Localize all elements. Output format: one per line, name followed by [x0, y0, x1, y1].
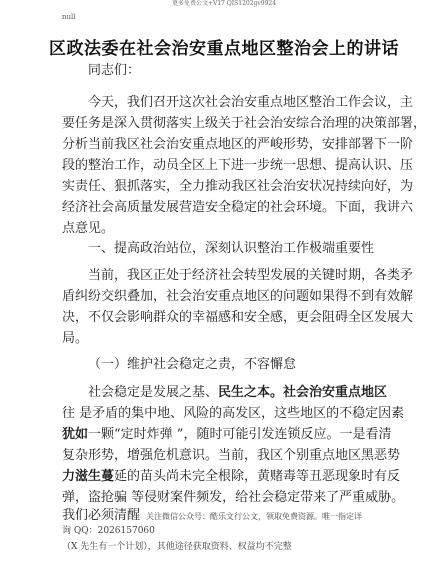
footer-ad-line-3: （X 先生有一个计划），其他途径获取资料、权益均不完整 [62, 542, 292, 552]
p3-line-1 [62, 382, 388, 403]
p3-text: 一颗“定时炸弹 ”，随时可能引发连锁反应。一是看清 [88, 427, 392, 442]
p3-line-4: 复杂形势，增强危机意识。当前，我区个别重点地区黑恶势 [62, 448, 401, 463]
salutation-block [62, 60, 382, 81]
p3-text: 延的苗头尚未完全根除，黄赌毒等丑恶现象时有反 [114, 469, 401, 484]
p2-line: 当前，我区正处于经济社会转型发展的关键时期，各类矛 [88, 268, 414, 283]
footer-ad-line-1: 关注微信公众号：酷乐文行公文，领取免费资源。唯一指定详 [146, 512, 363, 521]
p3-bold-text: 力滋生蔓 [62, 469, 115, 484]
p3-line-3 [62, 424, 392, 445]
footer-ad-line-2: 询 QQ：2026157060 [62, 526, 155, 536]
p1-line: 经济社会高质量发展营造安全稳定的社会环境。下面，我讲六 [62, 200, 414, 215]
section-heading-2: （一）维护社会稳定之责，不容懈怠 [88, 357, 297, 372]
p3-text: 社会稳定是发展之基、 [88, 385, 219, 400]
paragraph-3-tail [62, 508, 402, 524]
p3-line-6: 弹，盗抢骗 等侵财案件频发，给社会稳定带来了严重威胁。 [62, 490, 405, 505]
heading-2-block [62, 354, 382, 375]
p3-bold-text: 犹如 [62, 427, 89, 442]
p3-line-7 [62, 508, 402, 524]
paragraph-2 [62, 265, 414, 349]
section-heading-1: 一、提高政治站位，深刻认识整治工作极端重要性 [88, 241, 375, 256]
p2-line: 盾纠纷交织叠加，社会治安重点地区的问题如果得不到有效解 [62, 289, 414, 304]
p1-line: 要任务是深入贯彻落实上级关于社会治安综合治理的决策部署， [62, 116, 427, 131]
heading-1-block [62, 238, 382, 259]
paragraph-1 [62, 92, 427, 239]
p2-line: 局。 [62, 331, 89, 346]
p3-text: 我们必须清醒 [62, 508, 141, 523]
p3-line-5 [62, 466, 401, 487]
p2-line: 决，不仅会影响群众的幸福感和安全感，更会阻碍全区发展大 [62, 310, 414, 325]
paragraph-3 [62, 382, 405, 508]
p3-line-2: 往 是矛盾的集中地、风险的高发区，这些地区的不稳定因素 [62, 406, 405, 421]
page-header-text: 更多免费公文+V17 QIS1202gv9924 [171, 0, 277, 7]
p1-line: 今天，我们召开这次社会治安重点地区整治工作会议，主 [88, 95, 414, 110]
salutation: 同志们： [88, 63, 141, 78]
p3-bold-text: 民生之本。社会治安重点地区 [218, 385, 388, 400]
p1-line: 点意见。 [62, 221, 115, 236]
page-mark: null [62, 13, 76, 21]
p1-line: 实责任、狠抓落实，全力推动我区社会治安状况持续向好，为 [62, 179, 414, 194]
p1-line: 段的整治工作，动员全区上下进一步统一思想、提高认识、压 [62, 158, 414, 173]
p1-line: 分析当前我区社会治安重点地区的严峻形势，安排部署下一阶 [62, 137, 414, 152]
document-title: 区政法委在社会治安重点地区整治会上的讲话 [49, 39, 399, 59]
